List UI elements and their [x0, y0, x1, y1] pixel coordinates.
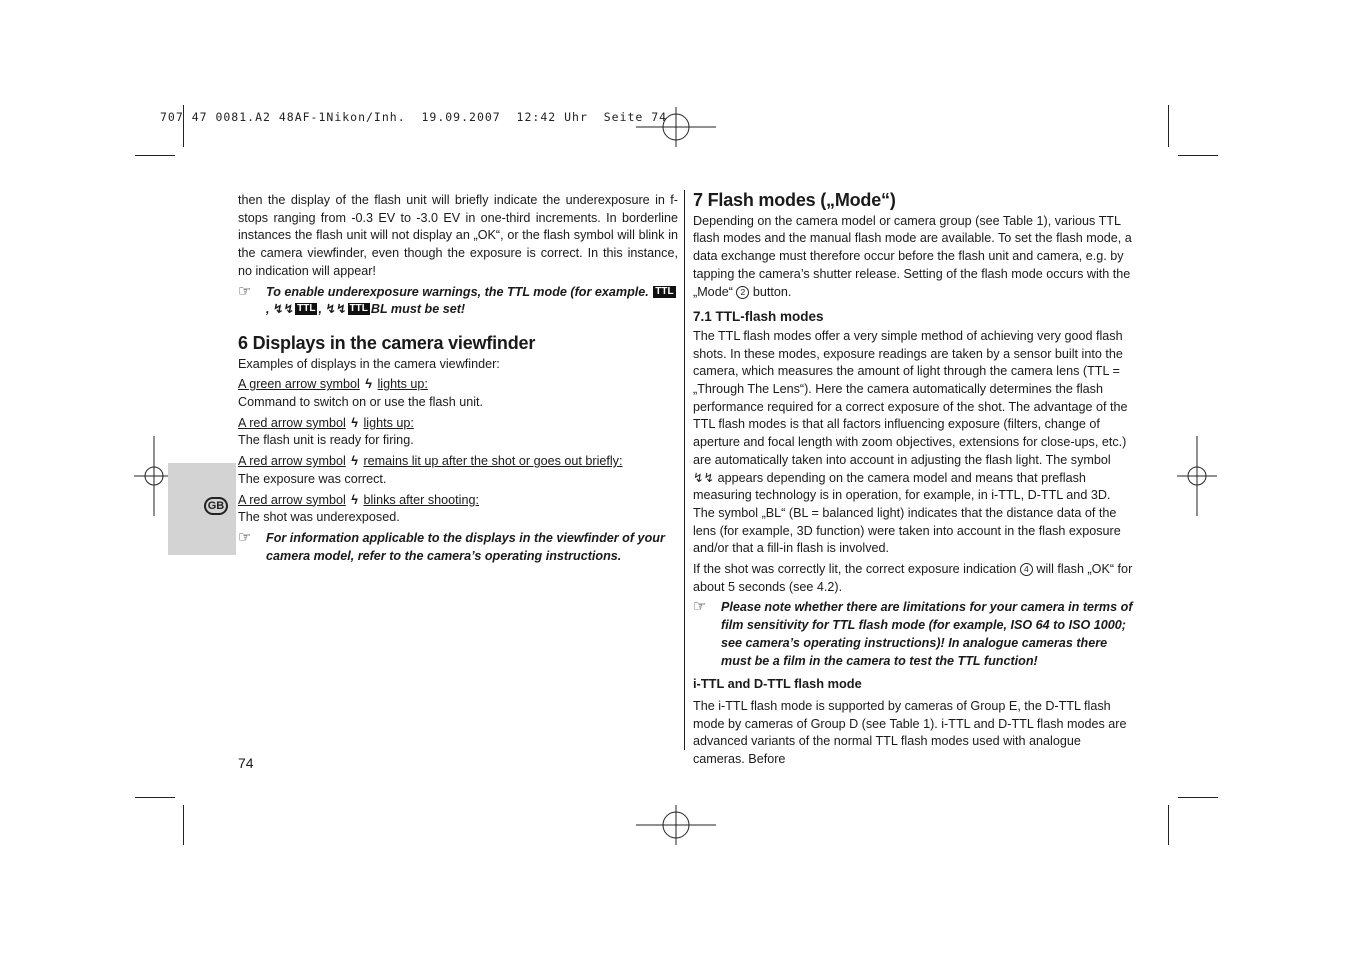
intro-paragraph: then the display of the flash unit will briefly indicate the underexposure in f-stops ranging from -0.3 EV to -3.0 EV in one-third increments. In borderline instances the flash unit will not display an „OK“, or the flash symbol will blink in the camera viewfinder, even though the exposure is correct. In this instance, no indication will appear! — [238, 193, 678, 278]
preflash-arrows-icon: ↯↯ — [693, 470, 715, 485]
crop-mark — [135, 155, 175, 156]
ittl-dttl-paragraph: The i-TTL flash mode is supported by cameras of Group E, the D-TTL flash mode by cameras of Group D (see Table 1). i-TTL and D-TTL flash modes are advanced variants of the normal TTL flash modes used with analogue cameras. Before — [693, 698, 1127, 767]
display-item: A red arrow symbol ϟ lights up: The flash unit is ready for firing. — [238, 415, 414, 448]
left-column — [238, 192, 678, 565]
viewfinder-info-note: ☞ For information applicable to the displays in the viewfinder of your camera model, refer to the camera’s operating instructions. — [238, 528, 665, 563]
page-number: 74 — [238, 755, 254, 771]
exposure-indication-paragraph: If the shot was correctly lit, the correct exposure indication 4 will flash „OK“ for about 5 seconds (see 4.2). — [693, 562, 1133, 594]
preflash-arrows-icon: ↯↯ — [273, 302, 295, 317]
pointing-hand-icon: ☞ — [693, 598, 707, 616]
crop-mark — [183, 805, 184, 845]
crop-mark — [135, 797, 175, 798]
column-divider — [684, 190, 685, 750]
ttl-icon: TTL — [655, 285, 674, 297]
ttl-icon: TTL — [297, 303, 316, 315]
preflash-arrows-icon: ↯↯ — [325, 302, 347, 317]
flash-arrow-icon: ϟ — [365, 377, 372, 392]
print-header: 707 47 0081.A2 48AF-1Nikon/Inh. 19.09.2007 12:42 Uhr Seite 74 — [160, 110, 668, 124]
section-6-intro: Examples of displays in the camera viewfinder: — [238, 356, 500, 371]
display-item: A red arrow symbol ϟ blinks after shooting: The shot was underexposed. — [238, 492, 479, 525]
crop-mark — [1168, 105, 1169, 147]
section-6-title: 6 Displays in the camera viewfinder — [238, 332, 536, 353]
subsection-7-1-title: 7.1 TTL-flash modes — [693, 309, 824, 325]
flash-arrow-icon: ϟ — [351, 492, 358, 507]
display-item: A red arrow symbol ϟ remains lit up after the shot or goes out briefly: The exposure was correct. — [238, 454, 623, 486]
flash-arrow-icon: ϟ — [351, 454, 358, 469]
section-7-paragraph: Depending on the camera model or camera group (see Table 1), various TTL flash modes and the manual flash mode are available. To set the flash mode, a data exchange must therefore occur before the flash unit and camera, e.g. by tapping the camera’s shutter release. Setting of the flash mode occurs with the „Mode“ 2 button. — [693, 213, 1132, 299]
registration-mark-bottom — [636, 785, 716, 865]
exposure-indicator-ref-icon: 4 — [1020, 563, 1033, 576]
crop-mark — [1168, 805, 1169, 845]
film-sensitivity-note: ☞ Please note whether there are limitations for your camera in terms of film sensitivity for TTL flash mode (for example, ISO 64 to ISO 1000; see camera’s operating instructions)! In analogue cameras there must be a film in the camera to test the TTL function! — [693, 598, 1133, 668]
right-column — [693, 192, 1133, 769]
subsection-7-1-paragraph: The TTL flash modes offer a very simple method of achieving very good flash shots. In these modes, exposure readings are taken by a sensor built into the camera, which measures the amount of light through the camera lens (TTL = „Through The Lens“). Here the camera automatically determines the flash performance required for a correct exposure of the shot. The advantage of the TTL flash modes is that all factors influencing exposure (filters, change of aperture and focal length with zoom objectives, extensions for close-ups, etc.) are automatically taken into account in adjusting the flash light. The symbol ↯↯ appears depending on the camera model and means that preflash measuring technology is in operation, for example, in i-TTL, D-TTL and 3D. The symbol „BL“ (BL = balanced light) indicates that the distance data of the lens (for example, 3D function) were taken into account in the flash exposure and/or that a fill-in flash is involved. — [693, 328, 1128, 556]
underexposure-note: ☞ To enable underexposure warnings, the TTL mode (for example. TTL, ↯↯ TTL , ↯↯ TTL BL must be set! — [238, 282, 674, 317]
flash-arrow-icon: ϟ — [351, 415, 358, 430]
registration-mark-top — [636, 87, 716, 167]
language-badge: GB — [204, 497, 228, 515]
registration-mark-right — [1157, 436, 1237, 516]
crop-mark — [1178, 797, 1218, 798]
display-item: A green arrow symbol ϟ lights up: Command to switch on or use the flash unit. — [238, 377, 484, 410]
crop-mark — [1178, 155, 1218, 156]
pointing-hand-icon: ☞ — [238, 282, 252, 300]
ittl-dttl-title: i-TTL and D-TTL flash mode — [693, 676, 862, 692]
section-7-title: 7 Flash modes („Mode“) — [693, 190, 896, 210]
mode-button-ref-icon: 2 — [736, 286, 749, 299]
pointing-hand-icon: ☞ — [238, 528, 252, 546]
ttl-icon: TTL — [349, 303, 368, 315]
